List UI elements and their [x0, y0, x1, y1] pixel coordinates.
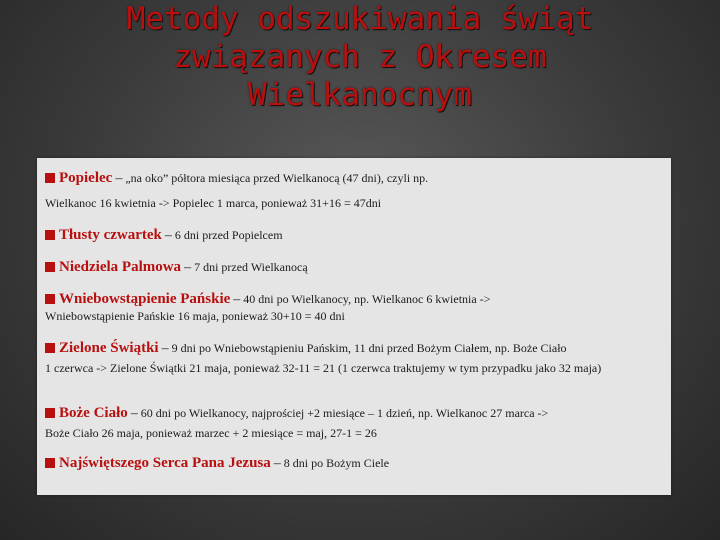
item-first-line [45, 406, 665, 421]
item-description: „na oko” półtora miesiąca przed Wielkanocą (47 dni), czyli np. [125, 171, 429, 185]
item-dash: – [184, 260, 192, 275]
square-bullet-icon [45, 408, 55, 418]
item-term: Boże Ciało [59, 405, 128, 421]
slide-title [0, 0, 720, 114]
item-term: Tłusty czwartek [59, 227, 162, 243]
list-item-zielone-swiatki [45, 341, 665, 376]
item-description: 8 dni po Bożym Ciele [283, 456, 390, 470]
item-continuation: Wniebowstąpienie Pańskie 16 maja, ponieważ 30+10 = 40 dni [45, 309, 345, 323]
list-item-serca-jezusa [45, 456, 665, 471]
slide-title-line-1: Metody odszukiwania świąt [126, 1, 594, 37]
item-dash: – [115, 171, 123, 186]
item-description: 7 dni przed Wielkanocą [194, 260, 308, 274]
item-description: 40 dni po Wielkanocy, np. Wielkanoc 6 kwietnia -> [243, 292, 491, 306]
item-term: Najświętszego Serca Pana Jezusa [59, 455, 271, 471]
square-bullet-icon [45, 343, 55, 353]
item-term: Niedziela Palmowa [59, 259, 182, 275]
item-dash: – [233, 292, 241, 307]
square-bullet-icon [45, 173, 55, 183]
list-item-wniebowstapienie [45, 292, 665, 324]
item-term: Zielone Świątki [59, 340, 159, 356]
item-first-line [45, 260, 665, 275]
item-dash: – [161, 341, 169, 356]
list-item-popielec [45, 171, 665, 211]
item-description: 9 dni po Wniebowstąpieniu Pańskim, 11 dni przed Bożym Ciałem, np. Boże Ciało [171, 341, 567, 355]
item-continuation: 1 czerwca -> Zielone Świątki 21 maja, ponieważ 32-11 = 21 (1 czerwca traktujemy w tym przypadku jako 32 maja) [45, 361, 602, 375]
list-item-boze-cialo [45, 406, 665, 441]
content-panel [37, 158, 671, 495]
item-dash: – [130, 406, 138, 421]
item-description: 60 dni po Wielkanocy, najprościej +2 miesiące – 1 dzień, np. Wielkanoc 27 marca -> [140, 406, 549, 420]
slide-title-line-3: Wielkanocnym [248, 77, 472, 113]
list-item-tlusty-czwartek [45, 228, 665, 243]
item-continuation: Wielkanoc 16 kwietnia -> Popielec 1 marca, ponieważ 31+16 = 47dni [45, 196, 382, 210]
item-first-line [45, 292, 665, 307]
item-dash: – [273, 456, 281, 471]
square-bullet-icon [45, 294, 55, 304]
item-first-line [45, 341, 665, 356]
item-continuation: Boże Ciało 26 maja, ponieważ marzec + 2 miesiące = maj, 27-1 = 26 [45, 426, 377, 440]
square-bullet-icon [45, 262, 55, 272]
item-term: Popielec [59, 170, 113, 186]
item-term: Wniebowstąpienie Pańskie [59, 291, 231, 307]
item-first-line [45, 456, 665, 471]
item-first-line [45, 171, 665, 186]
square-bullet-icon [45, 230, 55, 240]
list-item-niedziela-palmowa [45, 260, 665, 275]
slide-title-line-2: związanych z Okresem [173, 39, 547, 75]
square-bullet-icon [45, 458, 55, 468]
item-dash: – [164, 228, 172, 243]
item-description: 6 dni przed Popielcem [174, 228, 283, 242]
item-first-line [45, 228, 665, 243]
